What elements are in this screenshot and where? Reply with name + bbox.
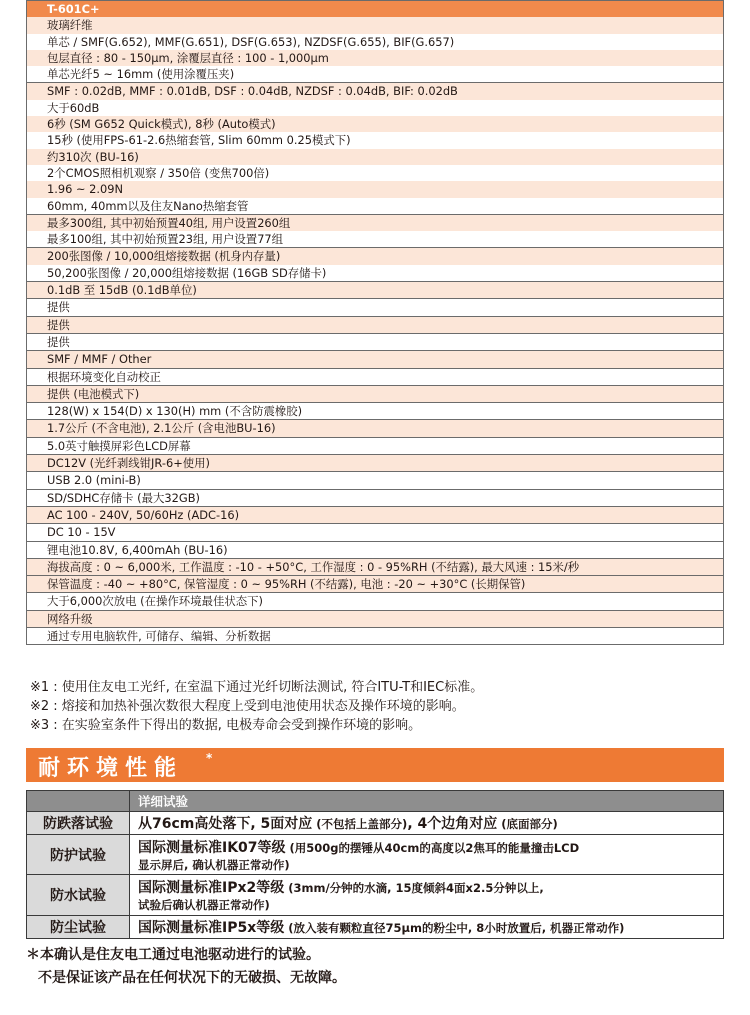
section-asterisk: *: [206, 751, 213, 765]
spec-value: SMF : 0.02dB, MMF : 0.01dB, DSF : 0.04dB, NZDSF : 0.04dB, BIF: 0.02dB: [27, 83, 724, 100]
spec-row: [27, 558, 724, 575]
env-row-drop: [27, 812, 724, 835]
spec-value: 最多100组, 其中初始预置23组, 用户设置77组: [27, 231, 724, 248]
spec-row: [27, 231, 724, 248]
spec-value: 5.0英寸触摸屏彩色LCD屏幕: [27, 437, 724, 454]
spec-value: 单芯光纤5 ~ 16mm (使用涂覆压夹): [27, 66, 724, 83]
spec-value: 60mm, 40mm以及住友Nano热缩套管: [27, 198, 724, 215]
env-detail-water: [130, 875, 724, 916]
spec-row: [27, 165, 724, 181]
spec-header-row: [27, 1, 724, 18]
spec-value: 50,200张图像 / 20,000组熔接数据 (16GB SD存储卡): [27, 265, 724, 282]
env-water-line2: 试验后确认机器正常动作): [138, 898, 270, 912]
section-title: 耐环境性能: [38, 756, 184, 781]
env-row-dust: [27, 916, 724, 939]
spec-value: 通过专用电脑软件, 可储存、编辑、分析数据: [27, 627, 724, 644]
env-sub-header: 详细试验: [130, 791, 724, 812]
spec-value: 200张图像 / 10,000组熔接数据 (机身内存量): [27, 248, 724, 265]
env-water-note: (3mm/分钟的水滴, 15度倾斜4面x2.5分钟以上,: [288, 881, 544, 895]
spec-value: 大于6,000次放电 (在操作环境最佳状态下): [27, 593, 724, 610]
spec-row: [27, 455, 724, 472]
spec-row: [27, 198, 724, 215]
spec-row: [27, 34, 724, 50]
spec-row: [27, 83, 724, 100]
spec-table: [26, 0, 724, 645]
env-row-impact: [27, 835, 724, 875]
spec-value: 约310次 (BU-16): [27, 149, 724, 165]
spec-value: 128(W) x 154(D) x 130(H) mm (不含防震橡胶): [27, 403, 724, 420]
spec-value: 保管温度 : -40 ~ +80°C, 保管湿度 : 0 ~ 95%RH (不结露), 电池 : -20 ~ +30°C (长期保管): [27, 576, 724, 593]
spec-value: USB 2.0 (mini-B): [27, 472, 724, 489]
spec-row: [27, 610, 724, 627]
footnote: [26, 944, 346, 990]
spec-row: [27, 100, 724, 116]
spec-value: 大于60dB: [27, 100, 724, 116]
spec-row: [27, 368, 724, 385]
spec-value: DC12V (光纤剥线钳JR-6+使用): [27, 455, 724, 472]
env-detail-dust: [130, 916, 724, 939]
note-2: ※2 : 熔接和加热补强次数很大程度上受到电池使用状态及操作环境的影响。: [30, 699, 465, 715]
spec-row: [27, 524, 724, 541]
footnote-line-2: 不是保证该产品在任何状况下的无破损、无故障。: [38, 970, 346, 986]
spec-row: [27, 593, 724, 610]
env-header-row: [27, 791, 724, 812]
env-water-main: 国际测量标准IPx2等级: [138, 880, 285, 896]
spec-value: 提供: [27, 299, 724, 316]
spec-row: [27, 17, 724, 33]
spec-value: 1.96 ~ 2.09N: [27, 181, 724, 197]
spec-row: [27, 316, 724, 333]
env-label-water: 防水试验: [27, 875, 130, 916]
spec-value: 玻璃纤维: [27, 17, 724, 33]
spec-row: [27, 214, 724, 231]
env-label-dust: 防尘试验: [27, 916, 130, 939]
spec-value: 0.1dB 至 15dB (0.1dB单位): [27, 282, 724, 299]
spec-value: AC 100 - 240V, 50/60Hz (ADC-16): [27, 506, 724, 523]
env-drop-note2: (底面部分): [501, 817, 558, 831]
env-impact-main: 国际测量标准IK07等级: [138, 839, 286, 856]
spec-row: [27, 576, 724, 593]
spec-title: T-601C+: [27, 1, 724, 18]
spec-value: 最多300组, 其中初始预置40组, 用户设置260组: [27, 214, 724, 231]
section-banner: [26, 748, 724, 782]
spec-row: [27, 265, 724, 282]
spec-row: [27, 403, 724, 420]
env-drop-main2: , 4个边角对应: [407, 816, 498, 832]
spec-row: [27, 299, 724, 316]
spec-row: [27, 181, 724, 197]
footnote-line-1: ＊本确认是住友电工通过电池驱动进行的试验。: [26, 947, 320, 963]
spec-value: 提供 (电池模式下): [27, 385, 724, 402]
spec-value: 2个CMOS照相机观察 / 350倍 (变焦700倍): [27, 165, 724, 181]
env-row-water: [27, 875, 724, 916]
env-drop-note: (不包括上盖部分): [316, 817, 408, 831]
spec-value: 15秒 (使用FPS-61-2.6热缩套管, Slim 60mm 0.25模式下): [27, 132, 724, 148]
spec-value: 锂电池10.8V, 6,400mAh (BU-16): [27, 541, 724, 558]
spec-value: 海拔高度 : 0 ~ 6,000米, 工作温度 : -10 - +50°C, 工作湿度 : 0 - 95%RH (不结露), 最大风速 : 15米/秒: [27, 558, 724, 575]
spec-value: DC 10 - 15V: [27, 524, 724, 541]
spec-row: [27, 282, 724, 299]
env-impact-line2: 显示屏后, 确认机器正常动作): [138, 857, 290, 872]
spec-value: 网络升级: [27, 610, 724, 627]
spec-row: [27, 248, 724, 265]
note-3: ※3 : 在实验室条件下得出的数据, 电极寿命会受到操作环境的影响。: [30, 718, 422, 734]
spec-row: [27, 116, 724, 132]
env-detail-drop: [130, 812, 724, 835]
spec-row: [27, 385, 724, 402]
spec-value: 提供: [27, 316, 724, 333]
spec-row: [27, 420, 724, 437]
env-label-drop: 防跌落试验: [27, 812, 130, 835]
env-drop-main: 从76cm高处落下, 5面对应: [138, 816, 313, 832]
spec-row: [27, 506, 724, 523]
env-detail-impact: [130, 835, 724, 875]
spec-value: 6秒 (SM G652 Quick模式), 8秒 (Auto模式): [27, 116, 724, 132]
spec-value: 提供: [27, 333, 724, 350]
spec-row: [27, 489, 724, 506]
env-dust-note: (放入装有颗粒直径75µm的粉尘中, 8小时放置后, 机器正常动作): [288, 921, 625, 935]
note-1: ※1 : 使用住友电工光纤, 在室温下通过光纤切断法测试, 符合ITU-T和IEC标准。: [30, 680, 484, 695]
spec-row: [27, 472, 724, 489]
spec-row: [27, 50, 724, 66]
spec-row: [27, 541, 724, 558]
env-label-impact: 防护试验: [27, 835, 130, 875]
spec-row: [27, 149, 724, 165]
env-header-blank: [27, 791, 130, 812]
spec-row: [27, 333, 724, 350]
spec-value: 1.7公斤 (不含电池), 2.1公斤 (含电池BU-16): [27, 420, 724, 437]
spec-value: SMF / MMF / Other: [27, 351, 724, 368]
spec-row: [27, 66, 724, 83]
spec-value: 根据环境变化自动校正: [27, 368, 724, 385]
spec-value: 包层直径 : 80 - 150µm, 涂覆层直径 : 100 - 1,000µm: [27, 50, 724, 66]
env-impact-note: (用500g的摆锤从40cm的高度以2焦耳的能量撞击LCD: [289, 840, 580, 855]
spec-row: [27, 132, 724, 148]
notes: [30, 678, 483, 736]
spec-row: [27, 351, 724, 368]
environment-test-table: [26, 790, 724, 939]
spec-value: 单芯 / SMF(G.652), MMF(G.651), DSF(G.653), NZDSF(G.655), BIF(G.657): [27, 34, 724, 50]
spec-row: [27, 627, 724, 644]
spec-row: [27, 437, 724, 454]
spec-value: SD/SDHC存储卡 (最大32GB): [27, 489, 724, 506]
env-dust-main: 国际测量标准IP5x等级: [138, 920, 285, 936]
